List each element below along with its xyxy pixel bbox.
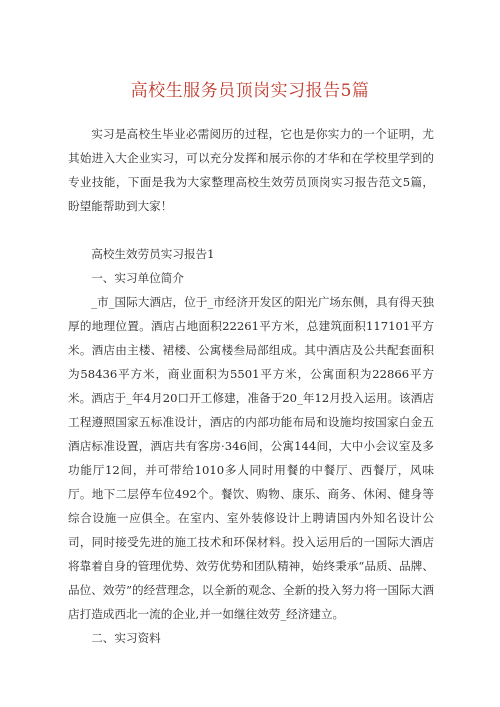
document-title: 高校生服务员顶岗实习报告5篇 (130, 81, 370, 101)
intro-paragraph: 实习是高校生毕业必需阅历的过程，它也是你实力的一个证明，尤其始进入大企业实习，可以充分发挥和展示你的才华和在学校里学到的专业技能，下面是我为大家整理高校生效劳员顶岗实习报告范文5篇，盼望能帮助到大家！ (68, 127, 434, 213)
section-heading-1: 一、实习单位简介 (91, 271, 184, 285)
document-body (68, 122, 434, 650)
section-paragraph-1: _市_国际大酒店，位于_市经济开发区的阳光广场东侧，具有得天独厚的地理位置。酒店占地面积22261平方米，总建筑面积117101平方米。酒店由主楼、裙楼、公寓楼叁局部组成。其中酒店及公共配套面积为58436平方米，商业面积为5501平方米，公寓面积为22866平方米。酒店于_年4月20口开工修建，准备于20_年12月投入运用。该酒店工程遵照国家五标准设计，酒店的内部功能布局和设施均按国家白金五酒店标准设置，酒店共有客房·346间，公寓144间，大中小会议室及多功能厅12间，并可带给1010多人同时用餐的中餐厅、西餐厅，风味厅。地下二层停车位492个。餐饮、购物、康乐、商务、休闲、健身等综合设施一应俱全。在室内、室外装修设计上聘请国内外知名设计公司，同时接受先进的施工技术和环保材料。投入运用后的一国际大酒店将靠着自身的管理优势、效劳优势和团队精神，始终秉承“品质、品牌、品位、效劳”的经营理念，以全新的观念、全新的投入努力将一国际大酒店打造成西北一流的企业,并一如继往效劳_经济建立。 (68, 295, 434, 621)
section-heading-2: 二、实习资料 (91, 631, 161, 645)
report-title: 高校生效劳员实习报告1 (91, 247, 215, 261)
